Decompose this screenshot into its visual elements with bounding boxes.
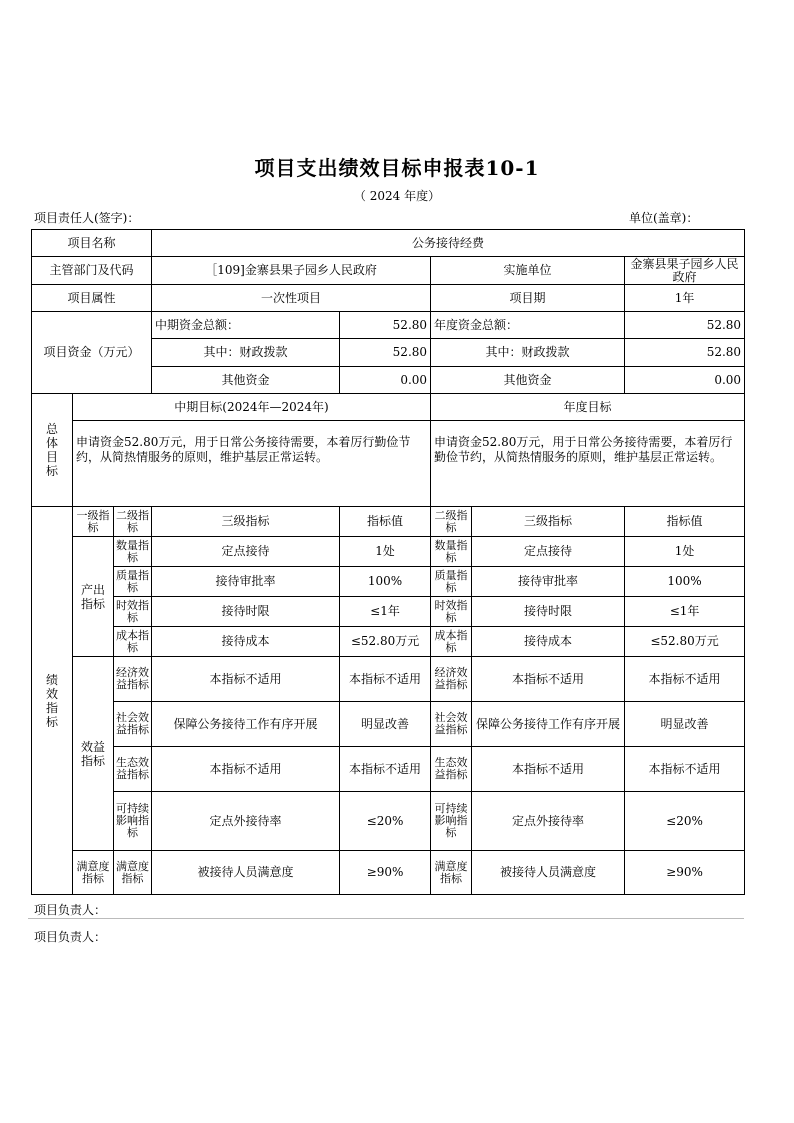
value-cell: 本指标不适用 (625, 747, 745, 792)
page-title: 项目支出绩效目标申报表10-1 (254, 156, 540, 180)
table-row (32, 567, 745, 597)
year-other-value: 0.00 (625, 367, 745, 394)
table-row (32, 657, 745, 702)
level2-cell: 社会效益指标 (431, 702, 472, 747)
level3-cell: 本指标不适用 (472, 747, 625, 792)
level2-cell: 经济效益指标 (114, 657, 152, 702)
level3-cell: 本指标不适用 (152, 657, 340, 702)
mid-fiscal-label: 其中：财政拨款 (152, 339, 340, 367)
report-year: （ 2024 年度） (353, 189, 441, 203)
project-name-value: 公务接待经费 (152, 230, 745, 257)
year-total-value: 52.80 (625, 312, 745, 339)
dept-label: 主管部门及代码 (32, 257, 152, 285)
mid-total-label: 中期资金总额： (152, 312, 340, 339)
funds-label: 项目资金（万元） (32, 312, 152, 394)
year-goal-text: 申请资金52.80万元，用于日常公务接待需要，本着厉行勤俭节约，从简热情服务的原则，维护基层正常运转。 (431, 421, 745, 507)
table-row (32, 792, 745, 851)
level2-cell: 满意度指标 (431, 851, 472, 895)
header-level3: 三级指标 (152, 507, 340, 537)
header-value: 指标值 (340, 507, 431, 537)
level2-cell: 社会效益指标 (114, 702, 152, 747)
level2-cell: 时效指标 (431, 597, 472, 627)
table-row (32, 851, 745, 895)
value-cell: 本指标不适用 (625, 657, 745, 702)
dept-value: ［109]金寨县果子园乡人民政府 (152, 257, 431, 285)
value-cell: 本指标不适用 (340, 747, 431, 792)
level3-cell: 接待审批率 (152, 567, 340, 597)
mid-goal-header: 中期目标(2024年—2024年) (73, 394, 431, 421)
table-row (32, 702, 745, 747)
value-cell: ≥90% (625, 851, 745, 895)
impl-unit-value: 金寨县果子园乡人民政府 (625, 257, 745, 285)
mid-goal-text: 申请资金52.80万元，用于日常公务接待需要，本着厉行勤俭节约，从简热情服务的原则，维护基层正常运转。 (73, 421, 431, 507)
table-row (32, 597, 745, 627)
header-level1: 一级指标 (73, 507, 114, 537)
level3-cell: 被接待人员满意度 (152, 851, 340, 895)
mid-fiscal-value: 52.80 (340, 339, 431, 367)
unit-stamp-label: 单位(盖章)： (629, 211, 699, 225)
year-total-label: 年度资金总额： (431, 312, 625, 339)
level3-cell: 定点接待 (472, 537, 625, 567)
header-level2: 二级指标 (114, 507, 152, 537)
output-indicator-label (73, 537, 114, 657)
table-row (32, 627, 745, 657)
level3-cell: 接待时限 (472, 597, 625, 627)
level3-cell: 本指标不适用 (152, 747, 340, 792)
value-cell: ≤52.80万元 (625, 627, 745, 657)
value-cell: 1处 (340, 537, 431, 567)
value-cell: 本指标不适用 (340, 657, 431, 702)
header-level3-year: 三级指标 (472, 507, 625, 537)
performance-table (31, 229, 745, 895)
level2-cell: 可持续影响指标 (431, 792, 472, 851)
year-goal-header: 年度目标 (431, 394, 745, 421)
level3-cell: 定点接待 (152, 537, 340, 567)
mid-total-value: 52.80 (340, 312, 431, 339)
project-name-label: 项目名称 (32, 230, 152, 257)
level2-cell: 质量指标 (114, 567, 152, 597)
year-other-label: 其他资金 (431, 367, 625, 394)
indicators-label-text: 绩效指标 (46, 672, 59, 729)
level3-cell: 保障公务接待工作有序开展 (472, 702, 625, 747)
level2-cell: 经济效益指标 (431, 657, 472, 702)
level3-cell: 保障公务接待工作有序开展 (152, 702, 340, 747)
header-value-year: 指标值 (625, 507, 745, 537)
level2-cell: 成本指标 (114, 627, 152, 657)
value-cell: ≤1年 (625, 597, 745, 627)
benefit-indicator-label (73, 657, 114, 851)
value-cell: 明显改善 (340, 702, 431, 747)
responsible-label: 项目责任人(签字)： (34, 211, 140, 225)
level3-cell: 定点外接待率 (152, 792, 340, 851)
attr-label: 项目属性 (32, 285, 152, 312)
value-cell: ≤1年 (340, 597, 431, 627)
level3-cell: 接待成本 (152, 627, 340, 657)
level2-cell: 数量指标 (431, 537, 472, 567)
level3-cell: 接待时限 (152, 597, 340, 627)
value-cell: ≤20% (340, 792, 431, 851)
value-cell: ≤20% (625, 792, 745, 851)
level2-cell: 满意度指标 (114, 851, 152, 895)
value-cell: ≤52.80万元 (340, 627, 431, 657)
year-fiscal-label: 其中：财政拨款 (431, 339, 625, 367)
period-value: 1年 (625, 285, 745, 312)
level3-cell: 接待成本 (472, 627, 625, 657)
level3-cell: 接待审批率 (472, 567, 625, 597)
level3-cell: 被接待人员满意度 (472, 851, 625, 895)
project-lead-label-2: 项目负责人： (34, 930, 107, 944)
level3-cell: 定点外接待率 (472, 792, 625, 851)
table-row (32, 747, 745, 792)
value-cell: 100% (340, 567, 431, 597)
period-label: 项目期 (431, 285, 625, 312)
level2-cell: 时效指标 (114, 597, 152, 627)
header-level2-year: 二级指标 (431, 507, 472, 537)
output-label-text: 产出指标 (80, 582, 105, 611)
satisfaction-indicator-label: 满意度指标 (73, 851, 114, 895)
value-cell: 1处 (625, 537, 745, 567)
impl-unit-label: 实施单位 (431, 257, 625, 285)
level2-cell: 数量指标 (114, 537, 152, 567)
level3-cell: 本指标不适用 (472, 657, 625, 702)
overall-goal-label (32, 394, 73, 507)
overall-goal-text: 总体目标 (46, 422, 59, 478)
level2-cell: 生态效益指标 (431, 747, 472, 792)
year-fiscal-value: 52.80 (625, 339, 745, 367)
divider (28, 918, 744, 919)
level2-cell: 质量指标 (431, 567, 472, 597)
level2-cell: 可持续影响指标 (114, 792, 152, 851)
mid-other-label: 其他资金 (152, 367, 340, 394)
benefit-label-text: 效益指标 (80, 739, 105, 768)
value-cell: ≥90% (340, 851, 431, 895)
value-cell: 100% (625, 567, 745, 597)
level2-cell: 成本指标 (431, 627, 472, 657)
indicators-label (32, 507, 73, 895)
value-cell: 明显改善 (625, 702, 745, 747)
project-lead-label: 项目负责人： (34, 903, 107, 917)
attr-value: 一次性项目 (152, 285, 431, 312)
mid-other-value: 0.00 (340, 367, 431, 394)
level2-cell: 生态效益指标 (114, 747, 152, 792)
table-row (32, 537, 745, 567)
